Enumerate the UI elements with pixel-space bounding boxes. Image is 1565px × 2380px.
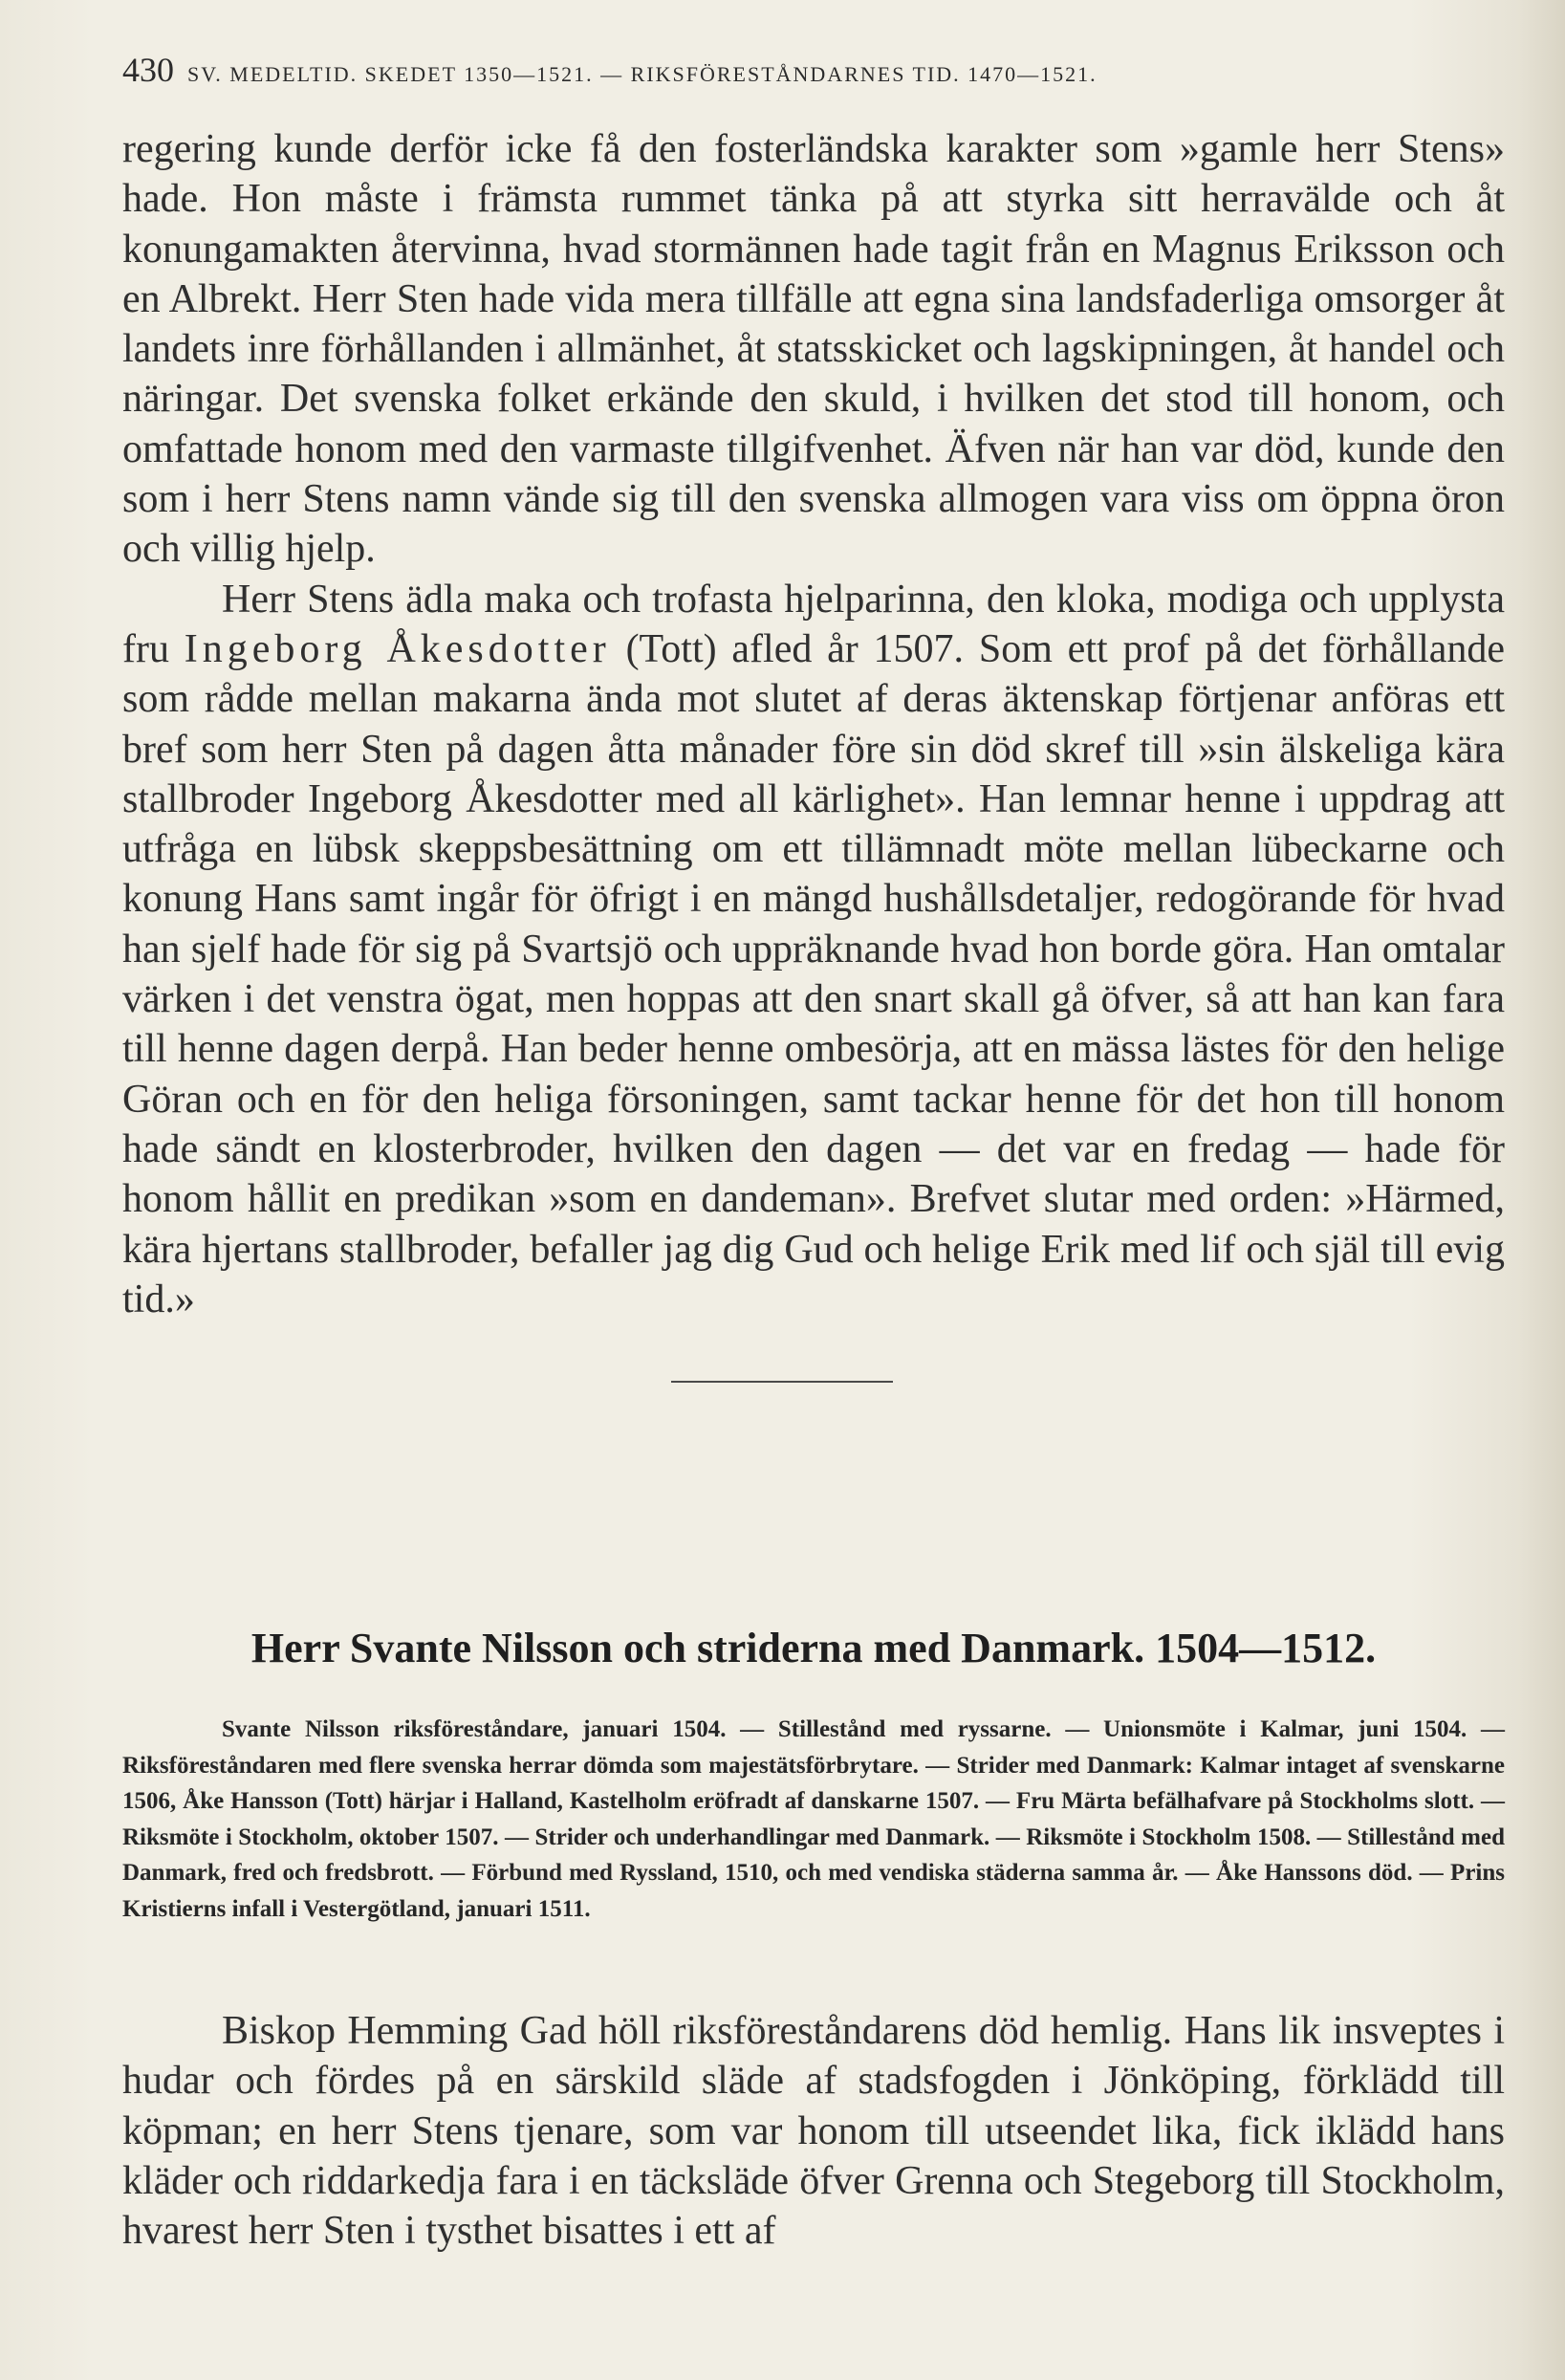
running-title: SV. MEDELTID. SKEDET 1350—1521. — RIKSFÖRESTÅNDARNES TID. 1470—1521.: [187, 62, 1098, 86]
spaced-name-ingeborg: Ingeborg Åkesdotter: [184, 626, 611, 671]
paragraph-1: regering kunde derför icke få den fosterländska karakter som »gamle herr Stens» hade. Hon måste i främsta rummet tänka på att styrka sitt herravälde och åt konungamakten återvinna, hvad stormännen hade tagit från en Magnus Eriksson och en Albrekt. Herr Sten hade vida mera tillfälle att egna sina landsfaderliga omsorger åt landets inre förhållanden i allmänhet, åt statsskicket och lagskipningen, åt handel och näringar. Det svenska folket erkände den skuld, i hvilken det stod till honom, och omfattade honom med den varmaste tillgifvenhet. Äfven när han var död, kunde den som i herr Stens namn vände sig till den svenska allmogen vara viss om öppna öron och villig hjelp.: [122, 127, 1505, 572]
chapter-title: Herr Svante Nilsson och striderna med Danmark. 1504—1512.: [250, 1625, 1377, 1671]
running-header: [122, 50, 1509, 90]
paragraph-2-rest: (Tott) afled år 1507. Som ett prof på det förhållande som rådde mellan makarna ända mot slutet af deras äktenskap förtjenar anföras ett bref som herr Sten på dagen åtta månader före sin död skref till »sin älskeliga kära stallbroder Ingeborg Åkesdotter med all kärlighet». Han lemnar henne i uppdrag att utfråga en lübsk skeppsbesättning om ett tillämnadt möte mellan lübeckarne och konung Hans samt ingår för öfrigt i en mängd hushållsdetaljer, redogörande för hvad han sjelf hade för sig på Svartsjö och uppräknande hvad hon borde göra. Han omtalar värken i det venstra ögat, men hoppas att den snart skall gå öfver, så att han kan fara till henne dagen derpå. Han beder henne ombesörja, att en mässa lästes för den helige Göran och en för den heliga försoningen, samt tackar henne för det hon till honom hade sändt en klosterbroder, hvilken den dagen — det var en fredag — hade för honom hållit en predikan »som en dandeman». Brefvet slutar med orden: »Härmed, kära hjertans stallbroder, befaller jag dig Gud och helige Erik med lif och själ till evig tid.»: [122, 626, 1506, 1321]
section-divider: [671, 1381, 893, 1383]
chapter-summary: Svante Nilsson riksföreståndare, januari 1504. — Stillestånd med ryssarne. — Unionsmöte i Kalmar, juni 1504. — Riksföreståndaren med flere svenska herrar dömda som majestätsförbrytare. — Strider med Danmark: Kalmar intaget af svenskarne 1506, Åke Hansson (Tott) härjar i Halland, Kastelholm eröfradt af danskarne 1507. — Fru Märta befälhafvare på Stockholms slott. — Riksmöte i Stockholm, oktober 1507. — Strider och underhandlingar med Danmark. — Riksmöte i Stockholm 1508. — Stillestånd med Danmark, fred och fredsbrott. — Förbund med Ryssland, 1510, och med vendiska städerna samma år. — Åke Hanssons död. — Prins Kristierns infall i Vestergötland, januari 1511.: [122, 1716, 1505, 1922]
paragraph-2-lead: Herr Stens ädla maka och trofasta hjelparinna, den kloka, modiga och upplysta fru: [122, 577, 1505, 671]
paragraph-3: Biskop Hemming Gad höll riksföreståndarens död hemlig. Hans lik insveptes i hudar och fördes på en särskild släde af stadsfogden i Jönköping, förklädd till köpman; en herr Stens tjenare, som var honom till utseendet lika, fick iklädd hans kläder och riddarkedja fara i en täcksläde öfver Grenna och Stegeborg till Stockholm, hvarest herr Sten i tysthet bisattes i ett af: [122, 2009, 1505, 2254]
body-column: [122, 124, 1505, 1324]
paragraph-2: [122, 575, 1505, 1324]
page-number: 430: [122, 51, 174, 89]
